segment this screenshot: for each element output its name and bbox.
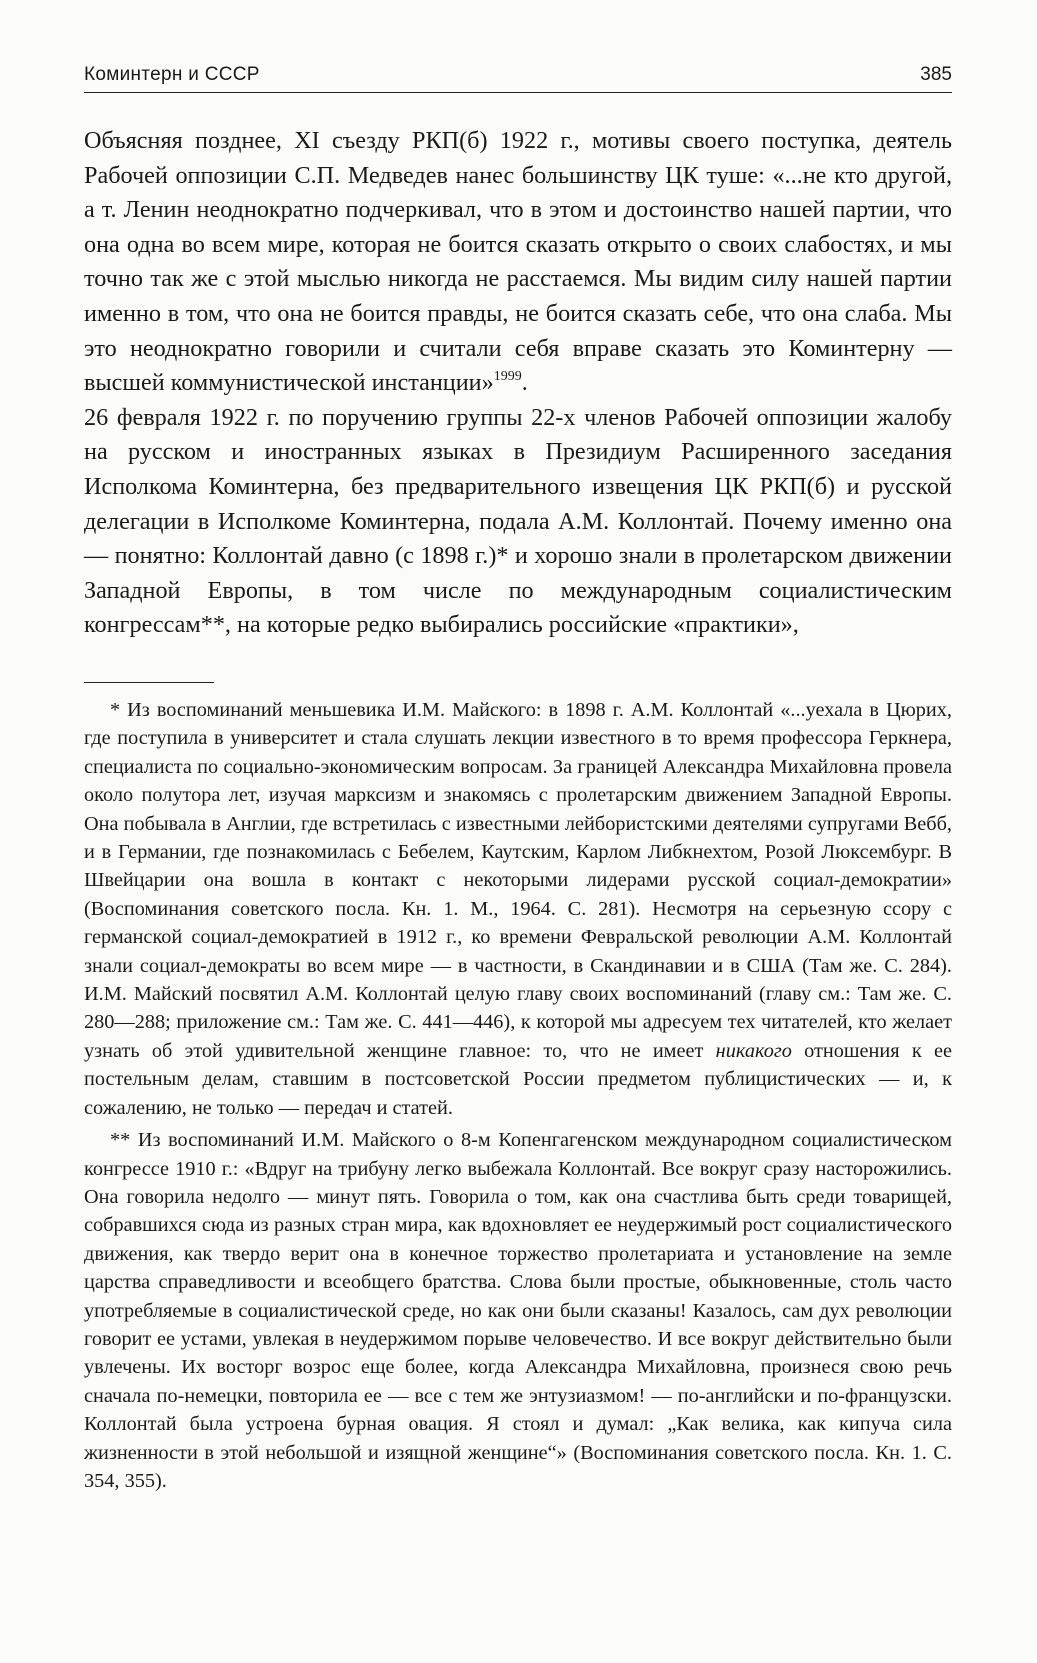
footnote-text: * Из воспоминаний меньшевика И.М. Майского: в 1898 г. А.М. Коллонтай «...уехала в Цюрих, где поступила в университет и стала слушать лекции известного в то время профессора Геркнера, специалиста по социально-экономическим вопросам. За границей Александра Михайловна провела около полутора лет, изучая марксизм и знакомясь с пролетарским движением Западной Европы. Она побывала в Англии, где встретилась с известными лейбористскими деятелями супругами Вебб, и в Германии, где познакомилась с Бебелем, Каутским, Карлом Либкнехтом, Розой Люксембург. В Швейцарии она вошла в контакт с некоторыми лидерами русской социал-демократии» (Воспоминания советского посла. Кн. 1. М., 1964. С. 281). Несмотря на серьезную ссору с германской социал-демократией в 1912 г., ко времени Февральской революции А.М. Коллонтай знали социал-демократы во всем мире — в частности, в Скандинавии и в США (Там же. С. 284). И.М. Майский посвятил А.М. Коллонтай целую главу своих воспоминаний (главу см.: Там же. С. 280—288; приложение см.: Там же. С. 441—446), к которой мы адресуем тех читателей, кто желает узнать об этой удивительной женщине главное: то, что не имеет <box>84 699 952 1062</box>
footnote-1 <box>84 696 952 1122</box>
footnotes <box>84 696 952 1495</box>
endnote-reference: 1999 <box>493 369 522 385</box>
footnote-emphasis: никакого <box>715 1039 792 1062</box>
main-text <box>84 124 952 643</box>
paragraph <box>84 124 952 401</box>
paragraph: 26 февраля 1922 г. по поручению группы 22-х членов Рабочей оппозиции жалобу на русском и иностранных языках в Президиум Расширенного заседания Исполкома Коминтерна, без предварительного извещения ЦК РКП(б) и русской делегации в Исполкоме Коминтерна, подала А.М. Коллонтай. Почему именно она — понятно: Коллонтай давно (с 1898 г.)* и хорошо знали в пролетарском движении Западной Европы, в том числе по международным социалистическим конгрессам**, на которые редко выбирались российские «практики», <box>84 403 952 639</box>
running-header <box>84 62 952 93</box>
running-title: Коминтерн и СССР <box>84 64 260 85</box>
footnote-divider <box>84 682 214 683</box>
paragraph-text: Объясняя позднее, XI съезду РКП(б) 1922 г., мотивы своего поступка, деятель Рабочей оппозиции С.П. Медведев нанес большинству ЦК туше: «...не кто другой, а т. Ленин неоднократно подчеркивал, что в этом и достоинство нашей партии, что она одна во всем мире, которая не боится сказать открыто о своих слабостях, и мы точно так же с этой мыслью никогда не расстаемся. Мы видим силу нашей партии именно в том, что она не боится правды, не боится сказать себе, что она слаба. Мы это неоднократно говорили и считали себя вправе сказать это Коминтерну — высшей коммунистической инстанции» <box>84 127 952 397</box>
page-number: 385 <box>920 64 952 85</box>
footnote-text: отношения к ее постельным делам, ставшим в постсоветской России предметом публицистических — и, к сожалению, не только — передач и статей. <box>84 1039 952 1119</box>
paragraph-end: . <box>521 369 528 397</box>
footnote-2: ** Из воспоминаний И.М. Майского о 8-м Копенгагенском международном социалистическом конгрессе 1910 г.: «Вдруг на трибуну легко выбежала Коллонтай. Все вокруг сразу насторожились. Она говорила недолго — минут пять. Говорила о том, как она счастлива быть среди товарищей, собравшихся сюда из разных стран мира, как вдохновляет ее неудержимый рост социалистического движения, как твердо верит она в конечное торжество пролетариата и установление на земле царства справедливости и всеобщего братства. Слова были простые, обыкновенные, столь часто употребляемые в социалистической среде, но как они были сказаны! Казалось, сам дух революции говорит ее устами, увлекая в неудержимом порыве человечество. И все вокруг действительно были увлечены. Их восторг возрос еще более, когда Александра Михайловна, произнеся свою речь сначала по-немецки, повторила ее — все с тем же энтузиазмом! — по-английски и по-французски. Коллонтай была устроена бурная овация. Я стоял и думал: „Как велика, как кипуча сила жизненности в этой небольшой и изящной женщине“» (Воспоминания советского посла. Кн. 1. С. 354, 355). <box>84 1129 952 1492</box>
